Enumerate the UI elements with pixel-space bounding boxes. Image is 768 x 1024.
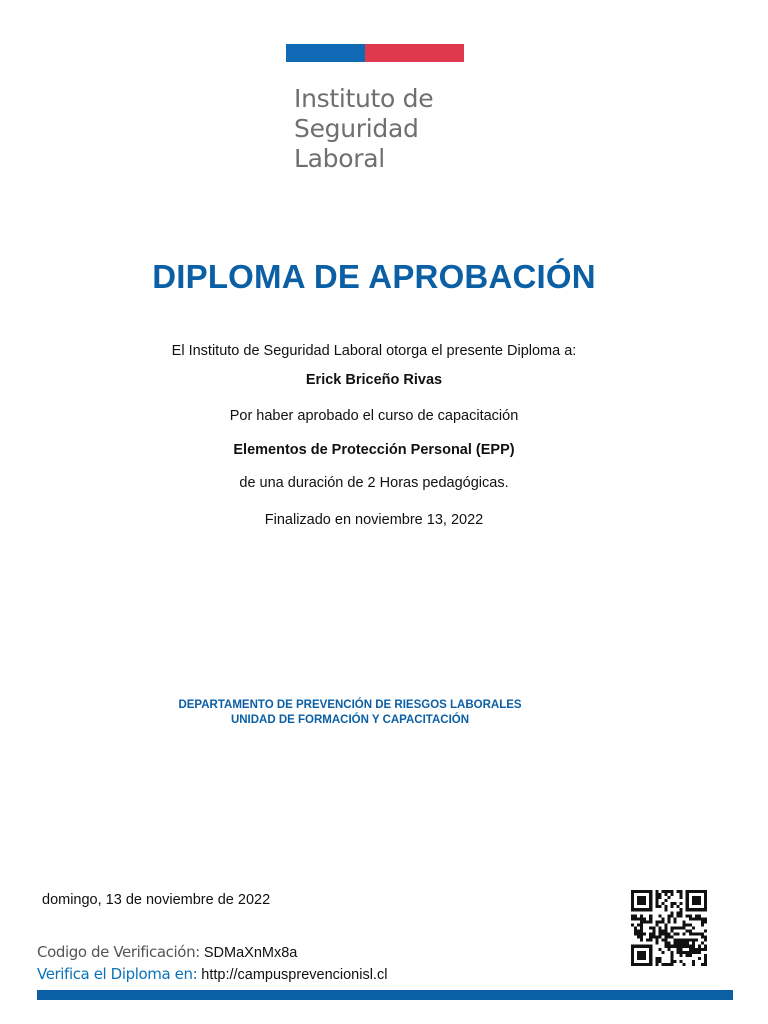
logo-line-2: Seguridad (294, 114, 419, 143)
brand-flag-bar (286, 44, 464, 62)
intro-text: El Instituto de Seguridad Laboral otorga el presente Diploma a: (171, 343, 577, 359)
duration-text: de una duración de 2 Horas pedagógicas. (239, 475, 509, 491)
logo-line-1: Instituto de (294, 84, 434, 113)
issue-date: domingo, 13 de noviembre de 2022 (42, 892, 271, 908)
course-name: Elementos de Protección Personal (EPP) (233, 442, 515, 458)
verification-code-value: SDMaXnMx8a (203, 945, 298, 961)
institution-logo (294, 84, 433, 174)
recipient-name: Erick Briceño Rivas (305, 372, 443, 388)
footer-bar (37, 990, 733, 1000)
reason-text: Por haber aprobado el curso de capacitación (229, 408, 519, 424)
diploma-title: DIPLOMA DE APROBACIÓN (152, 258, 596, 295)
department-name: DEPARTAMENTO DE PREVENCIÓN DE RIESGOS LABORALES (178, 699, 522, 711)
verification-code-row (37, 943, 297, 961)
completion-date: Finalizado en noviembre 13, 2022 (264, 512, 484, 528)
flag-red-segment (365, 44, 464, 62)
unit-name: UNIDAD DE FORMACIÓN Y CAPACITACIÓN (230, 714, 470, 726)
qr-code-icon (631, 890, 707, 966)
verification-url-label: Verifica el Diploma en: (37, 965, 198, 983)
verification-code-label: Codigo de Verificación: (37, 943, 200, 961)
verification-url-link[interactable]: http://campusprevencionisl.cl (201, 967, 388, 983)
verification-url-row (37, 965, 387, 983)
logo-line-3: Laboral (294, 144, 385, 173)
flag-blue-segment (286, 44, 365, 62)
